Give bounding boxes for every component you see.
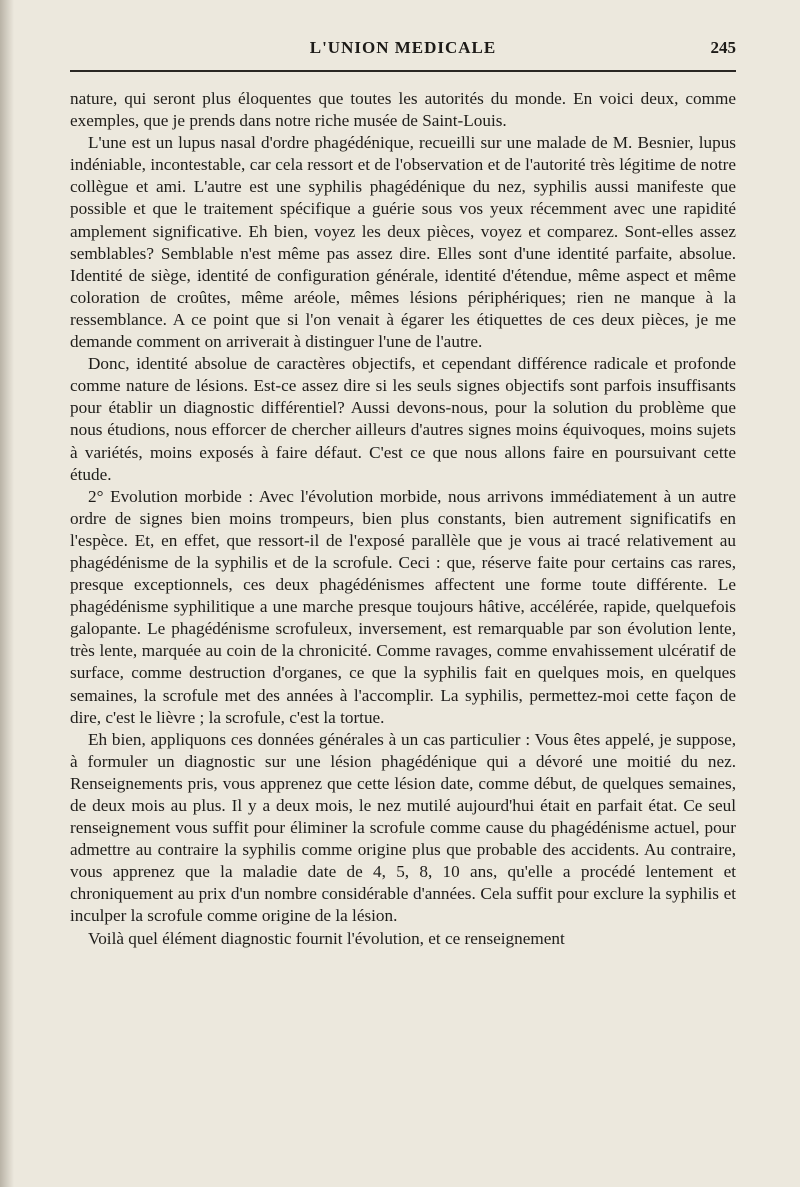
page-header	[70, 38, 736, 68]
body-text	[70, 88, 736, 950]
paragraph-continued: nature, qui seront plus éloquentes que toutes les autorités du monde. En voici deux, comme exemples, que je prends dans notre riche musée de Saint-Louis.	[70, 89, 736, 131]
paragraph: L'une est un lupus nasal d'ordre phagédénique, recueilli sur une malade de M. Besnier, lupus indéniable, incontestable, car cela ressort et de l'observation et de l'autorité très légitime de notre collègue et ami. L'autre est une syphilis phagédénique du nez, syphilis aussi manifeste que possible et que le traitement spécifique a guérie sous vos yeux récemment avec une rapidité amplement significative. Eh bien, voyez les deux pièces, voyez et comparez. Sont-elles assez semblables? Semblable n'est même pas assez dire. Elles sont d'une identité parfaite, absolue. Identité de siège, identité de configuration générale, identité d'étendue, même aspect et même coloration de croûtes, même aréole, mêmes lésions périphériques; rien ne manque à la ressemblance. A ce point que si l'on venait à égarer les étiquettes de ces deux pièces, je me demande comment on arriverait à distinguer l'une de l'autre.	[70, 133, 736, 352]
page-number: 245	[710, 38, 736, 57]
running-title: L'UNION MEDICALE	[309, 38, 497, 57]
paragraph: Donc, identité absolue de caractères objectifs, et cependant différence radicale et profonde comme nature de lésions. Est-ce assez dire si les seuls signes objectifs sont parfois insuffisants pour établir un diagnostic différentiel? Aussi devons-nous, pour la solution du problème que nous étudions, nous efforcer de chercher ailleurs d'autres signes moins équivoques, moins sujets à variétés, moins exposés à faire défaut. C'est ce que nous allons faire en poursuivant cette étude.	[70, 354, 736, 484]
paragraph-evolution-morbide: 2° Evolution morbide : Avec l'évolution morbide, nous arrivons immédiatement à un autre ordre de signes bien moins trompeurs, bien plus constants, bien autrement significatifs en l'espèce. Et, en effet, que ressort-il de l'exposé parallèle que je vous ai tracé relativement au phagédénisme de la syphilis et de la scrofule. Ceci : que, réserve faite pour certains cas rares, presque exceptionnels, ces deux phagédénismes affectent une forme toute différente. Le phagédénisme syphilitique a une marche presque toujours hâtive, accélérée, rapide, quelquefois galopante. Le phagédénisme scrofuleux, inversement, est remarquable par son évolution lente, très lente, marquée au coin de la chronicité. Comme ravages, comme envahissement ulcératif de surface, comme destruction d'organes, ce que la syphilis fait en quelques mois, en quelques semaines, la scrofule met des années à l'accomplir. La syphilis, permettez-moi cette façon de dire, c'est le lièvre ; la scrofule, c'est la tortue.	[70, 486, 736, 727]
paragraph: Eh bien, appliquons ces données générales à un cas particulier : Vous êtes appelé, je suppose, à formuler un diagnostic sur une lésion phagédénique qui a dévoré une moitié du nez. Renseignements pris, vous apprenez que cette lésion date, comme début, de quelques semaines, de deux mois au plus. Il y a deux mois, le nez mutilé aujourd'hui était en parfait état. Ce seul renseignement vous suffit pour éliminer la scrofule comme cause du phagédénisme actuel, pour admettre au contraire la syphilis comme origine plus que probable des accidents. Au contraire, vous apprenez que la maladie date de 4, 5, 8, 10 ans, qu'elle a procédé lentement et chroniquement au prix d'un nombre considérable d'années. Cela suffit pour exclure la syphilis et inculper la scrofule comme origine de la lésion.	[70, 729, 736, 926]
paragraph: Voilà quel élément diagnostic fournit l'évolution, et ce renseignement	[88, 928, 565, 948]
binding-shadow	[0, 0, 14, 1187]
header-rule	[70, 70, 736, 72]
